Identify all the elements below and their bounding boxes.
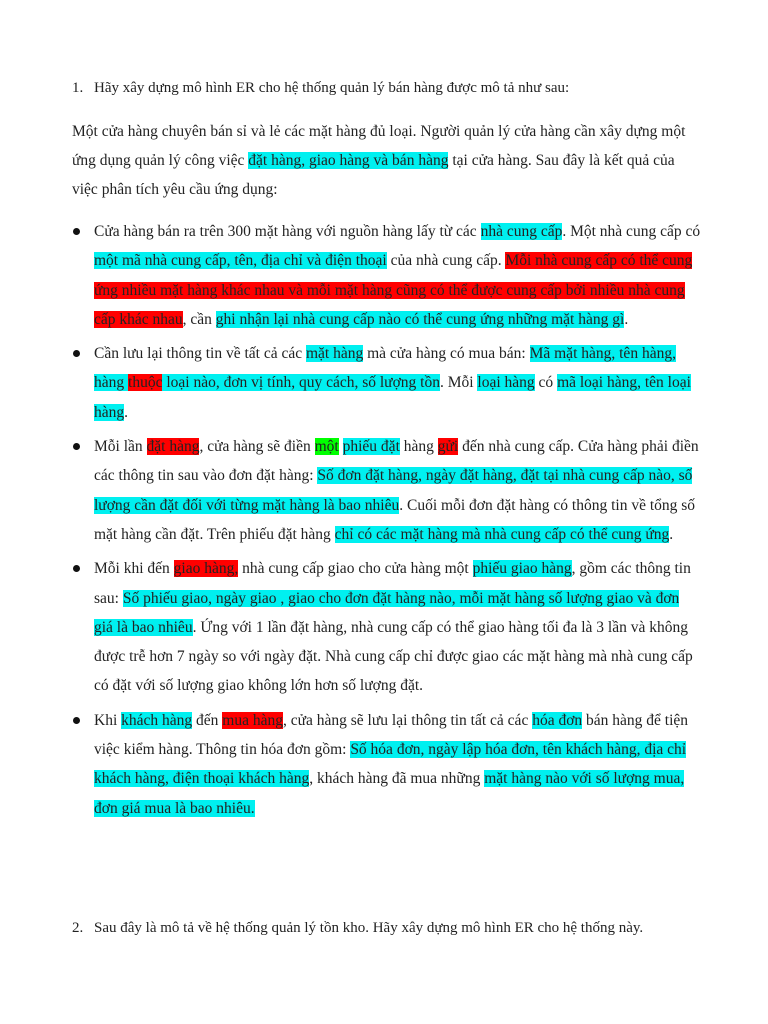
highlighted-text: thuộc	[128, 374, 163, 392]
highlighted-text: một	[314, 438, 339, 456]
body-text: . Cuối mỗi đơn đặt hàng có thông tin về tổng số mặt hàng cần đặt. Trên phiếu đặt hàng	[94, 496, 696, 543]
highlighted-text: mã loại hàng, tên loại hàng	[94, 374, 691, 421]
body-text: , khách hàng đã mua những	[309, 770, 485, 788]
intro-paragraph	[72, 117, 702, 204]
highlighted-text: khách hàng	[121, 711, 193, 729]
highlighted-text: Số đơn đặt hàng, ngày đặt hàng, đặt tại nhà cung cấp nào, số lượng cần đặt đối với từng mặt hàng là bao nhiêu	[94, 467, 693, 514]
question-2-text: Sau đây là mô tả về hệ thống quản lý tồn kho. Hãy xây dựng mô hình ER cho hệ thống này.	[94, 920, 644, 936]
question-1	[72, 78, 712, 98]
body-text: đến nhà cung cấp. Cửa hàng phải điền các thông tin sau vào đơn đặt hàng:	[94, 438, 699, 485]
highlighted-text: mua hàng	[222, 711, 283, 729]
question-1-number: 1.	[72, 80, 84, 96]
body-text: Một cửa hàng chuyên bán sỉ và lẻ các mặt hàng đủ loại. Người quản lý cửa hàng cần xây dựng một ứng dụng quản lý công việc	[72, 123, 686, 169]
body-text: Cần lưu lại thông tin về tất cả các	[94, 345, 306, 363]
highlighted-text: loại nào, đơn vị tính, quy cách, số lượng tồn	[162, 374, 440, 392]
body-text: bán hàng để tiện việc kiểm hàng. Thông tin hóa đơn gồm:	[94, 711, 689, 759]
requirement-item	[72, 432, 702, 549]
highlighted-text: Mã mặt hàng, tên hàng, hàng	[94, 345, 676, 392]
body-text: . Mỗi	[439, 374, 478, 392]
bullet-dot-icon	[73, 565, 80, 572]
body-text: , gồm các thông tin sau:	[94, 560, 691, 607]
body-text: mà cửa hàng có mua bán:	[363, 345, 530, 363]
question-2	[72, 918, 712, 938]
body-text: Mỗi khi đến	[94, 560, 174, 578]
body-text: có	[534, 374, 558, 392]
bullet-dot-icon	[73, 228, 80, 235]
body-text: hàng	[399, 438, 438, 456]
body-text: Khi	[94, 711, 122, 729]
body-text: Mỗi lần	[94, 438, 147, 456]
body-text: nhà cung cấp giao cho cửa hàng một	[238, 560, 473, 578]
body-text: .	[624, 310, 629, 328]
highlighted-text: một mã nhà cung cấp, tên, địa chỉ và điện thoại	[94, 252, 387, 270]
highlighted-text: Mỗi nhà cung cấp có thể cung ứng nhiều mặt hàng khác nhau và mỗi mặt hàng cũng có thể được cung cấp bởi nhiều nhà cung cấp khác nhau	[94, 252, 693, 328]
requirement-item	[72, 554, 702, 700]
question-1-text: Hãy xây dựng mô hình ER cho hệ thống quản lý bán hàng được mô tả như sau:	[94, 80, 570, 96]
highlighted-text: hóa đơn	[532, 711, 583, 729]
body-text: . Ứng với 1 lần đặt hàng, nhà cung cấp có thể giao hàng tối đa là 3 lần và không được trễ hơn 7 ngày so với ngày đặt. Nhà cung cấp chỉ được giao các mặt hàng mà nhà cung cấp có đặt với số lượng giao không lớn hơn số lượng đặt.	[94, 618, 693, 695]
body-text: , cửa hàng sẽ điền	[199, 438, 315, 456]
highlighted-text: giao hàng,	[173, 560, 239, 578]
requirements-list	[72, 217, 702, 828]
highlighted-text: phiếu đặt	[342, 438, 400, 456]
body-text: đến	[192, 711, 223, 729]
highlighted-text: chỉ có các mặt hàng mà nhà cung cấp có thể cung ứng	[334, 525, 670, 543]
highlighted-text: mặt hàng	[305, 345, 364, 363]
body-text: của nhà cung cấp.	[386, 252, 506, 270]
requirement-item	[72, 217, 702, 334]
body-text: .	[124, 403, 129, 421]
highlighted-text: đặt hàng	[146, 438, 200, 456]
body-text: , cửa hàng sẽ lưu lại thông tin tất cả các	[282, 711, 533, 729]
bullet-dot-icon	[73, 350, 80, 357]
highlighted-text: đặt hàng, giao hàng và bán hàng	[248, 152, 449, 169]
highlighted-text: Số phiếu giao, ngày giao , giao cho đơn đặt hàng nào, mỗi mặt hàng số lượng giao và đơn giá là bao nhiêu	[94, 589, 680, 636]
body-text: Cửa hàng bán ra trên 300 mặt hàng với nguồn hàng lấy từ các	[94, 223, 481, 240]
requirement-item	[72, 339, 702, 427]
body-text: tại cửa hàng. Sau đây là kết quả của việc phân tích yêu cầu ứng dụng:	[72, 152, 675, 198]
requirement-item	[72, 706, 702, 823]
highlighted-text: loại hàng	[477, 374, 535, 392]
highlighted-text: Số hóa đơn, ngày lập hóa đơn, tên khách hàng, địa chỉ khách hàng, điện thoại khách hàng	[94, 741, 687, 788]
bullet-dot-icon	[73, 717, 80, 724]
body-text: . Một nhà cung cấp có	[562, 223, 701, 240]
question-2-number: 2.	[72, 920, 84, 936]
highlighted-text: ghi nhận lại nhà cung cấp nào có thể cung ứng những mặt hàng gì	[215, 310, 625, 328]
body-text: , cần	[182, 310, 216, 328]
highlighted-text: gửi	[437, 438, 459, 456]
highlighted-text: nhà cung cấp	[480, 223, 563, 240]
body-text: .	[669, 525, 674, 543]
highlighted-text: phiếu giao hàng	[472, 560, 572, 578]
highlighted-text: mặt hàng nào với số lượng mua, đơn giá mua là bao nhiêu.	[94, 770, 685, 817]
bullet-dot-icon	[73, 443, 80, 450]
